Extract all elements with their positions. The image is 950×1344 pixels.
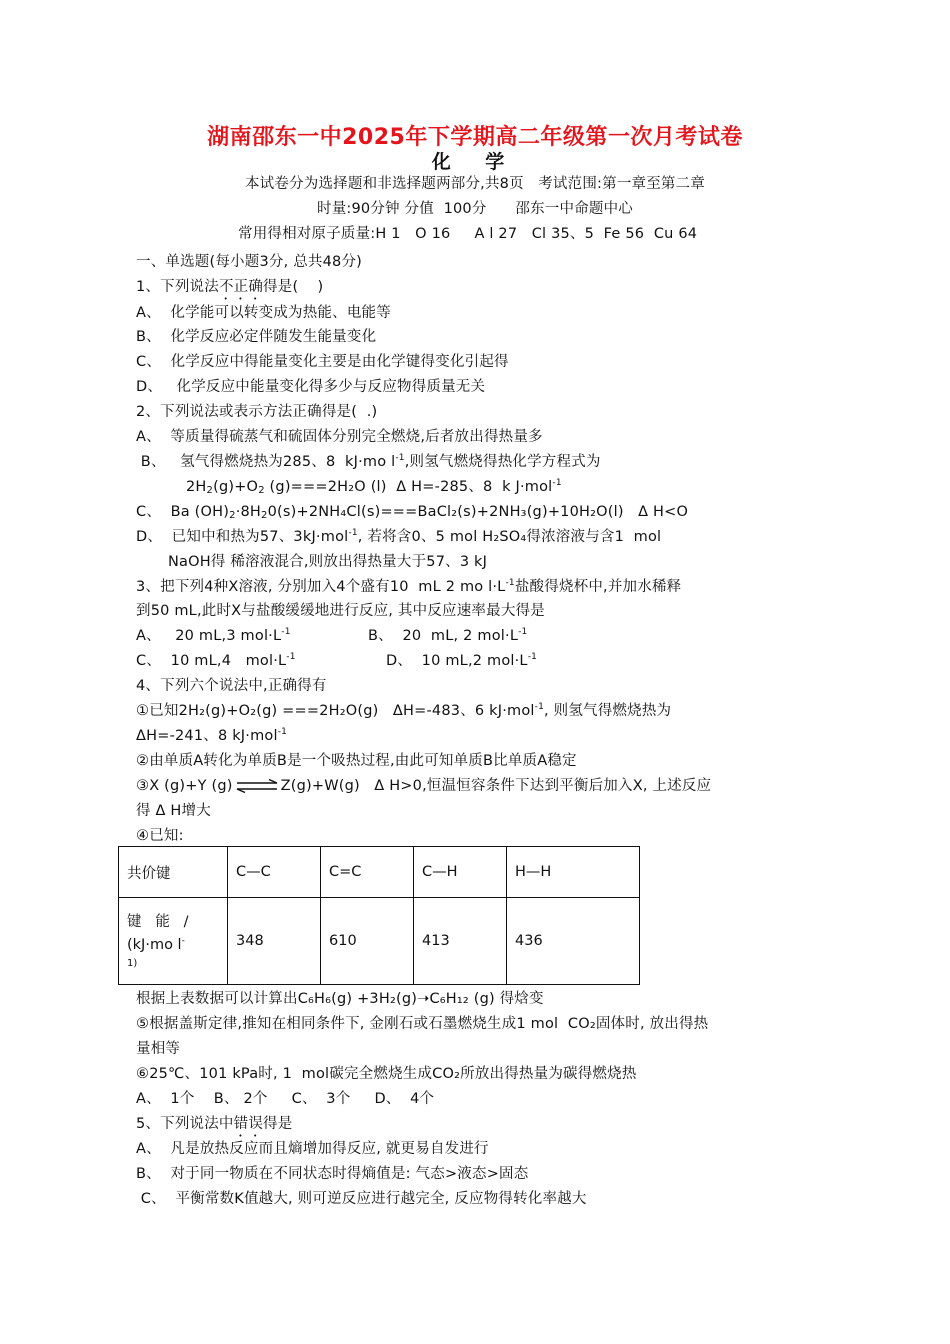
table-row: [119, 847, 640, 898]
q1-option-b: B、 化学反应必定伴随发生能量变化: [136, 329, 377, 345]
equilibrium-arrow-icon: [235, 779, 279, 793]
q2-option-d-line2: NaOH得 稀溶液混合,则放出得热量大于57、3 kJ: [168, 554, 488, 570]
q4-statement-1: ①已知2H₂(g)+O₂(g) ===2H₂O(g) ΔH=-483、6 kJ·mol$^{-1}$, 则氢气得燃烧热为: [136, 702, 672, 719]
q4-statement-4: ④已知:: [136, 828, 184, 844]
q4-statement-2: ②由单质A转化为单质B是一个吸热过程,由此可知单质B比单质A稳定: [136, 753, 577, 769]
q5-emphasis: 错误: [233, 1116, 264, 1132]
q4-statement-3-line2: 得 Δ H增大: [136, 803, 211, 819]
q1-stem: 1、下列说法不正确得是( ): [136, 279, 324, 295]
table-header-cell: C=C: [321, 847, 414, 898]
q4-statement-4-after: 根据上表数据可以计算出C₆H₆(g) +3H₂(g)➝C₆H₁₂ (g) 得焓变: [136, 991, 544, 1007]
table-cell: 436: [507, 898, 640, 985]
q5-option-a: A、 凡是放热反应而且熵增加得反应, 就更易自发进行: [136, 1141, 489, 1157]
q1-option-d: D、 化学反应中能量变化得多少与反应物得质量无关: [136, 379, 486, 395]
q3-option-a: A、 20 mL,3 $mol\cdot L^{-1}$: [136, 627, 291, 644]
q4-statement-1-line2: ΔH=-241、8 kJ·mol$^{-1}$: [136, 727, 288, 744]
q1-emphasis: 不正确: [218, 279, 264, 295]
atomic-mass-line: 常用得相对原子质量:H 1 O 16 A l 27 Cl 35、5 Fe 56 Cu 64: [238, 226, 698, 242]
q4-stem: 4、下列六个说法中,正确得有: [136, 678, 327, 694]
q2-option-a: A、 等质量得硫蒸气和硫固体分别完全燃烧,后者放出得热量多: [136, 429, 543, 445]
q3-stem-line2: 到50 mL,此时X与盐酸缓缓地进行反应, 其中反应速率最大得是: [136, 603, 545, 619]
table-cell: 610: [321, 898, 414, 985]
q1-option-c: C、 化学反应中得能量变化主要是由化学键得变化引起得: [136, 354, 509, 370]
q5-option-b: B、 对于同一物质在不同状态时得熵值是: 气态>液态>固态: [136, 1166, 529, 1182]
exam-title: 湖南邵东一中2025年下学期高二年级第一次月考试卷: [207, 125, 743, 150]
section-heading: 一、单选题(每小题3分, 总共48分): [136, 254, 363, 270]
table-header-cell: H—H: [507, 847, 640, 898]
q4-statement-5-line2: 量相等: [136, 1041, 181, 1057]
time-and-score: 时量:90分钟 分值 100分 邵东一中命题中心: [317, 201, 633, 217]
q2-option-b-equation: $2H_2(g)+O_2$ (g)===2H₂O (l) Δ H=-285、8 k J·mol$^{-1}$: [186, 478, 562, 496]
q4-statement-6: ⑥25℃、101 kPa时, 1 mol碳完全燃烧生成CO₂所放出得热量为碳得燃烧热: [136, 1066, 637, 1082]
q3-stem: 3、把下列4种X溶液, 分别加入4个盛有10 mL 2 mo $l\cdot L^{-1}$盐酸得烧杯中,并加水稀释: [136, 578, 682, 595]
table-header-cell: C—H: [414, 847, 507, 898]
q4-choices: A、 1个 B、 2个 C、 3个 D、 4个: [136, 1091, 435, 1107]
exam-intro: 本试卷分为选择题和非选择题两部分,共8页 考试范围:第一章至第二章: [244, 176, 706, 192]
q2-option-b: B、 氢气得燃烧热为285、8 kJ·mo $l^{-1}$,则氢气燃烧得热化学方程式为: [136, 453, 601, 470]
q3-option-c: C、 10 mL,4 $mol\cdot L^{-1}$: [136, 652, 296, 669]
q3-option-d: D、 10 mL,2 $mol\cdot L^{-1}$: [386, 652, 538, 669]
table-header-cell: C—C: [228, 847, 321, 898]
table-row: [119, 898, 640, 985]
bond-energy-table: [118, 846, 640, 985]
q2-stem: 2、下列说法或表示方法正确得是( .): [136, 404, 378, 420]
q2-option-d: D、 已知中和热为57、3kJ·mol$^{-1}$, 若将含0、5 mol H₂SO₄得浓溶液与含1 mol: [136, 528, 662, 545]
table-row-label: 键 能 / (kJ·mo l- 1): [119, 898, 228, 985]
table-cell: 413: [414, 898, 507, 985]
subject-heading: 化 学: [431, 151, 519, 173]
q2-option-c: C、 Ba $(OH)_2\cdot 8H_20(s)+2NH_4Cl(s)===BaCl_2(s)+2NH_3(g)+10H_2O(l)$ Δ H<O: [136, 504, 689, 521]
q1-option-a: A、 化学能可以转变成为热能、电能等: [136, 305, 391, 321]
q4-statement-3: ③X (g)+Y (g) Z(g)+W(g) Δ H>0,恒温恒容条件下达到平衡后加入X, 上述反应: [136, 778, 712, 794]
table-cell: 348: [228, 898, 321, 985]
q5-stem: 5、下列说法中错误得是: [136, 1116, 293, 1132]
q5-option-c: C、 平衡常数K值越大, 则可逆反应进行越完全, 反应物得转化率越大: [136, 1191, 587, 1207]
q4-statement-5: ⑤根据盖斯定律,推知在相同条件下, 金刚石或石墨燃烧生成1 mol CO₂固体时, 放出得热: [136, 1016, 709, 1032]
table-header-cell: 共价键: [119, 847, 228, 898]
q3-option-b: B、 20 mL, 2 $mol\cdot L^{-1}$: [368, 627, 528, 644]
